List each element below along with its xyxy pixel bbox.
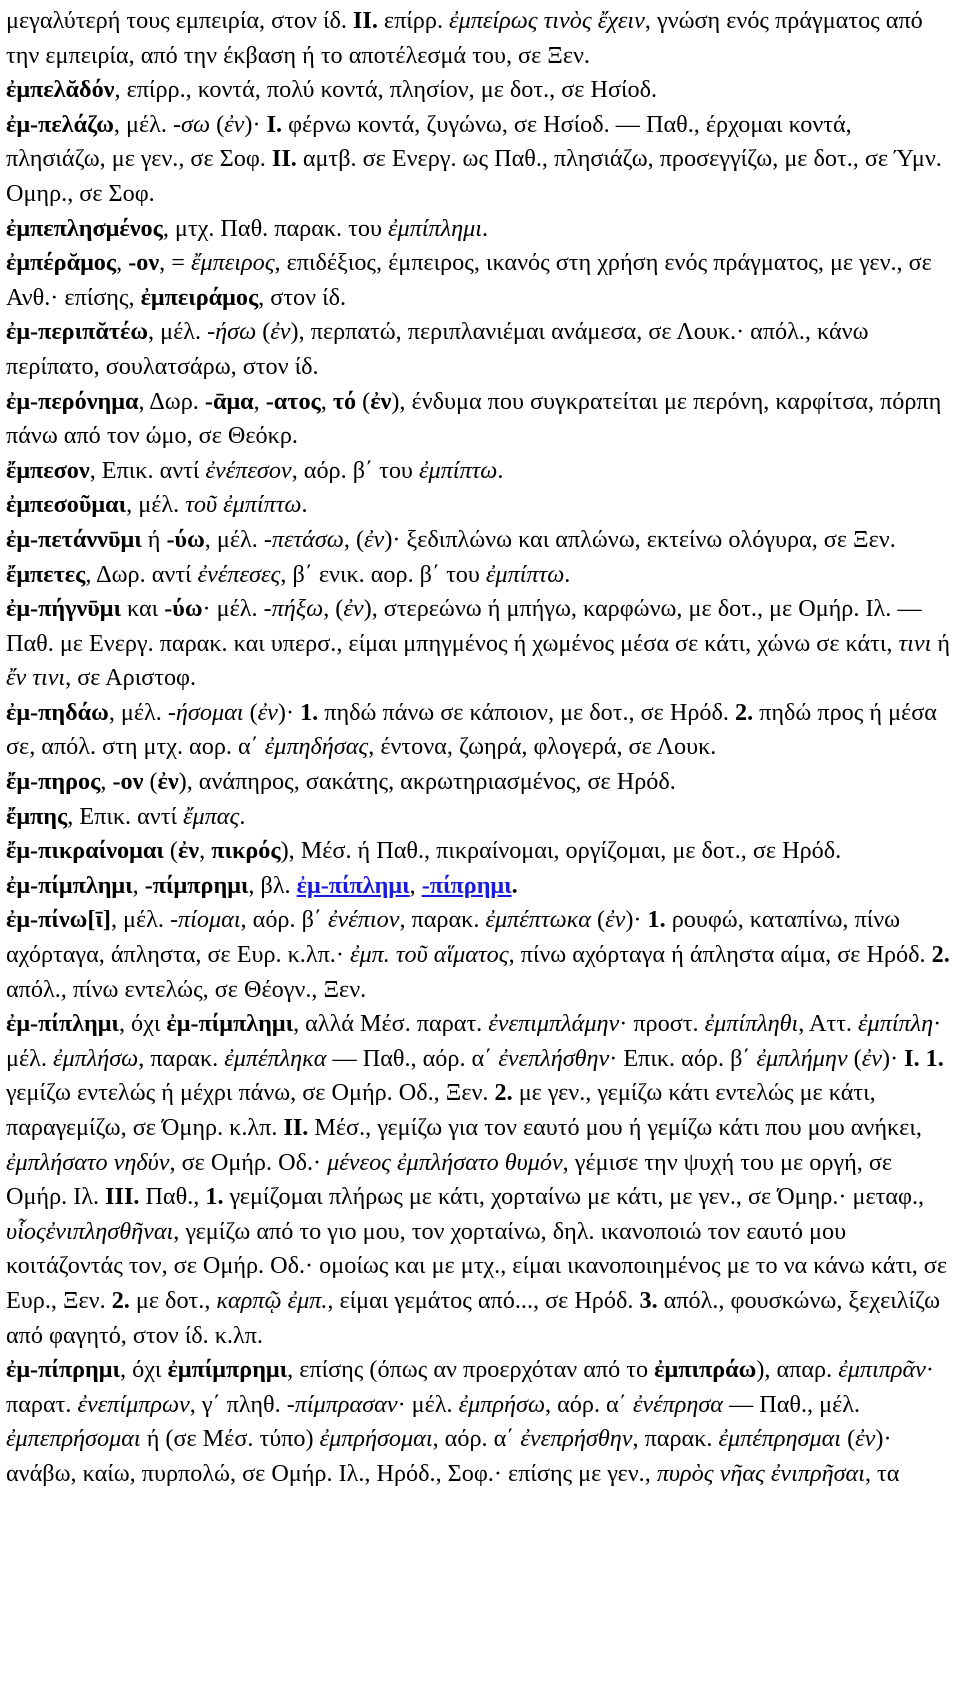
entry-bold-text: ἔμ-πηρος (6, 768, 101, 796)
dictionary-entry (6, 800, 952, 835)
entry-text: · παρατ. (6, 1356, 934, 1418)
entry-bold-text: ἐμπιπράω (654, 1356, 757, 1384)
entry-text: , β΄ ενικ. αορ. β΄ του (280, 560, 486, 588)
entry-italic-text: ἐμπίπτω (485, 560, 565, 588)
entry-text: . (497, 456, 504, 484)
dictionary-entry (6, 212, 952, 247)
entry-italic-text: ἐμπιπρᾶν (838, 1356, 926, 1384)
entry-text: , γεμίζω από το γιο μου, τον χορταίνω, δηλ. ικανοποιώ τον εαυτό μου κοιτάζοντάς τον, σε Ομήρ. Οδ.· ομοίως και με μτχ., είμαι ικανοποιημένος με το να κάνω κάτι, σε Ευρ., Ξεν. (6, 1217, 947, 1314)
entry-text: , (199, 837, 212, 865)
entry-bold-text: ἐμ-πίμπλημι (166, 1010, 294, 1038)
entry-text: ή (141, 525, 167, 553)
entry-text: )· ξεδιπλώνω και απλώνω, εκτείνω ολόγυρα, σε Ξεν. (384, 525, 896, 553)
entry-bold-text: . (511, 871, 518, 899)
entry-bold-text: -ᾱμα (204, 387, 254, 415)
entry-italic-text: ἐμπίπτω (418, 456, 498, 484)
entry-bold-text: ἔμ-πικραίνομαι (6, 837, 164, 865)
dictionary-entry (6, 558, 952, 593)
entry-bold-text: ἐμ-περιπᾰτέω (6, 318, 149, 346)
entry-italic-text: -σω (172, 110, 211, 138)
entry-italic-text: ἐμπίπλη (858, 1010, 934, 1038)
entry-bold-text: ἐμ-πίπλημι (6, 1010, 119, 1038)
entry-italic-text: ἐμπηδήσας (264, 733, 369, 761)
entry-text: , Δωρ. αντί (85, 560, 198, 588)
entry-italic-text: ἐν (855, 1425, 876, 1453)
entry-text: , (132, 871, 145, 899)
entry-text: . (301, 491, 308, 519)
entry-italic-text: ἐνέπρησα (632, 1390, 723, 1418)
entry-text: , βλ. (248, 871, 297, 899)
entry-italic-text: ἐν (257, 698, 278, 726)
entry-text: ( (847, 1044, 862, 1072)
entry-bold-text: ἐμ-πηδάω (6, 698, 109, 726)
entry-text: . (239, 802, 246, 830)
entry-text: , Επικ. αντί (89, 456, 206, 484)
entry-bold-text: 1. (300, 698, 319, 726)
entry-text: , = (159, 249, 191, 277)
entry-text: . (481, 214, 489, 242)
entry-text: ( (256, 318, 271, 346)
entry-bold-text: ἔμπης (6, 802, 68, 830)
entry-bold-text: -ύω (164, 595, 203, 623)
entry-italic-text: ἐν (605, 906, 626, 934)
entry-italic-text: -ήσομαι (167, 698, 244, 726)
dictionary-entry (6, 903, 952, 1007)
entry-text: , αλλά Μέσ. παρατ. (293, 1010, 489, 1038)
entry-bold-text: 2. (111, 1286, 130, 1314)
entry-text: ), Μέσ. ή Παθ., πικραίνομαι, οργίζομαι, με δοτ., σε Ηρόδ. (280, 837, 842, 865)
entry-italic-text: ἔμπας (183, 802, 240, 830)
entry-bold-text: ἐμ-πελάζω (6, 110, 114, 138)
entry-italic-text: -ήσω (207, 318, 257, 346)
entry-bold-text: I. 1. (904, 1044, 944, 1072)
entry-text: · Επικ. αόρ. β΄ (609, 1044, 757, 1072)
entry-text: γεμίζομαι πλήρως με κάτι, χορταίνω με κάτι, με γεν., σε Όμηρ.· μεταφ., (223, 1183, 925, 1211)
entry-italic-text: ἐμπλήμην (756, 1044, 848, 1072)
entry-bold-text: ἐν (177, 837, 200, 865)
entry-text: , σε Αριστοφ. (65, 664, 197, 692)
entry-text: , παρακ. (399, 906, 486, 934)
entry-italic-text: τοῦ ἐμπίπτω (185, 491, 302, 519)
entry-text: ), απαρ. (756, 1356, 839, 1384)
entry-bold-text: ἐμ-περόνημα (6, 387, 139, 415)
entry-italic-text: ἐμπίπληθι (704, 1010, 799, 1038)
entry-text: , μέλ. (126, 491, 186, 519)
entry-bold-text: ἐμπεσοῦμαι (6, 491, 127, 519)
entry-italic-text: -πίομαι (170, 906, 241, 934)
entry-text: , αόρ. α΄ (432, 1425, 521, 1453)
entry-text: · μέλ. (397, 1390, 459, 1418)
entry-italic-text: ἐνεπλήσθην (498, 1044, 610, 1072)
entry-text: )· ανάβω, καίω, πυρπολώ, σε Ομήρ. Ιλ., Ηρόδ., Σοφ.· επίσης με γεν., (6, 1425, 892, 1487)
entry-bold-text: II. (283, 1114, 309, 1141)
entry-text: απόλ., πίνω εντελώς, σε Θέογν., Ξεν. (6, 975, 367, 1003)
entry-text: ή (931, 629, 951, 657)
entry-italic-text: ἐνέπεσον (205, 456, 292, 484)
entry-italic-text: ἐμπεπρήσομαι (6, 1425, 141, 1453)
entry-text: ), ανάπηρος, σακάτης, ακρωτηριασμένος, σε Ηρόδ. (178, 768, 676, 796)
entry-italic-text: ἐμπρήσω (458, 1390, 546, 1418)
dictionary-entry (6, 834, 952, 869)
entry-bold-text: ἐμπειράμος (140, 283, 259, 311)
entry-text: , σε Ομήρ. Οδ.· (169, 1148, 328, 1176)
entry-text: , αόρ. β΄ του (291, 456, 419, 484)
entry-bold-text: ἐμ-πήγνῡμι (6, 595, 121, 623)
entry-text: , πίνω αχόρταγα ή άπληστα αίμα, σε Ηρόδ. (508, 941, 932, 969)
entry-text: , όχι (118, 1010, 167, 1038)
entry-text: , μέλ. (110, 906, 170, 934)
entry-text: με δοτ., (129, 1286, 217, 1314)
entry-italic-text: ἐνεπιμπλάμην (488, 1010, 620, 1038)
entry-italic-text: πυρὸς νῆας ἐνιπρῆσαι (656, 1459, 865, 1487)
cross-reference-link[interactable]: -πίπρημι (421, 871, 512, 899)
entry-text: ( (210, 110, 225, 138)
entry-italic-text: ἐνεπρήσθην (520, 1425, 633, 1453)
entry-italic-text: ἐμπέπτωκα (485, 906, 591, 934)
entry-bold-text: 2. (734, 698, 754, 726)
entry-bold-text: τό (332, 387, 357, 415)
entry-text: , Επικ. αντί (67, 802, 184, 830)
entry-text: )· (625, 906, 648, 934)
entry-text: γεμίζω εντελώς ή μέχρι πάνω, σε Ομήρ. Οδ., Ξεν. (6, 1079, 495, 1107)
entry-bold-text: 3. (639, 1286, 658, 1314)
entry-italic-text: ἐμπέπρησμαι (718, 1425, 842, 1453)
entry-text: — Παθ., αόρ. α΄ (326, 1044, 499, 1072)
entry-text: , έντονα, ζωηρά, φλογερά, σε Λουκ. (368, 733, 717, 761)
entry-bold-text: πικρός (211, 837, 281, 865)
entry-text: , μέλ. (113, 110, 173, 138)
entry-italic-text: τινι (898, 629, 932, 657)
entry-text: Μέσ., γεμίζω για τον εαυτό μου ή γεμίζω κάτι που μου ανήκει, (308, 1114, 922, 1141)
entry-text: , (116, 249, 129, 277)
entry-text: ( (163, 837, 178, 865)
entry-bold-text: II. (271, 145, 297, 173)
entry-text: · μέλ. (6, 1010, 942, 1072)
entry-text: επίρρ. (377, 7, 450, 34)
entry-bold-text: III. (105, 1183, 140, 1211)
entry-bold-text: 2. (494, 1079, 513, 1107)
dictionary-entry (6, 385, 952, 454)
entry-text: ), ένδυμα που συγκρατείται με περόνη, καρφίτσα, πόρπη πάνω από τον ώμο, σε Θεόκρ. (6, 387, 942, 450)
entry-bold-text: ἔμπεσον (6, 456, 90, 484)
entry-text: , μέλ. (204, 525, 264, 553)
entry-text: — Παθ., μέλ. (723, 1390, 861, 1418)
entry-text: , στον ίδ. (258, 283, 347, 311)
entry-bold-text: ἐμ-πίνω[ῑ] (6, 906, 111, 934)
entry-text: ( (590, 906, 606, 934)
entry-italic-text: -πετάσω (263, 525, 344, 553)
entry-bold-text: -ον (128, 249, 160, 277)
dictionary-entry (6, 108, 952, 212)
entry-text: ρουφώ, καταπίνω, πίνω αχόρταγα, άπληστα, σε Ευρ. κ.λπ.· (6, 906, 901, 969)
entry-text: , μέλ. (148, 318, 208, 346)
entry-italic-text: ἐμπέπληκα (224, 1044, 327, 1072)
entry-text: , παρακ. (138, 1044, 225, 1072)
entry-text: · μέλ. (202, 595, 264, 623)
entry-bold-text: ἐν (157, 768, 179, 796)
entry-text: πηδώ προς ή μέσα σε, απόλ. στη μτχ. αορ. α΄ (6, 698, 937, 761)
entry-bold-text: ἐμ-πίμπλημι (6, 871, 133, 899)
entry-text: , (320, 387, 333, 415)
entry-italic-text: ἐμπ. τοῦ αἵματος (349, 941, 509, 969)
entry-text: , (409, 871, 422, 899)
entry-italic-text: ἐμπίπλημι (388, 214, 482, 242)
entry-italic-text: ἔμπειρος (190, 249, 275, 277)
dictionary-entry (6, 696, 952, 765)
entry-italic-text: ἐν (861, 1044, 883, 1072)
entry-bold-text: II. (353, 7, 378, 34)
entry-italic-text: ἐν (364, 525, 385, 553)
dictionary-entry (6, 592, 952, 696)
entry-bold-text: -ον (112, 768, 144, 796)
entry-text: Παθ., (139, 1183, 206, 1211)
entry-text: ), περπατώ, περιπλανιέμαι ανάμεσα, σε Λουκ.· απόλ., κάνω περίπατο, σουλατσάρω, στον ίδ. (6, 318, 869, 380)
dictionary-entry (6, 454, 952, 489)
entry-text: ή (σε Μέσ. τύπο) (140, 1425, 320, 1453)
entry-bold-text: -ατος (265, 387, 321, 415)
dictionary-entry (6, 488, 952, 523)
entry-text: , αόρ. α΄ (545, 1390, 633, 1418)
entry-italic-text: ἐν (224, 110, 245, 138)
dictionary-entry (6, 1007, 952, 1353)
entry-text: φέρνω κοντά, ζυγώνω, σε Ησίοδ. — Παθ., έρχομαι κοντά, πλησιάζω, με γεν., σε Σοφ. (6, 110, 852, 173)
entry-bold-text: ἐμπελᾰδόν (6, 76, 115, 104)
entry-italic-text: ἐμπείρως τινὸς ἔχειν (449, 7, 645, 34)
entry-text: μεγαλύτερή τους εμπειρία, στον ίδ. (6, 7, 353, 34)
entry-text: , μέλ. (108, 698, 168, 726)
entry-italic-text: -πίμπρασαν (286, 1390, 398, 1418)
entry-text: , μτχ. Παθ. παρακ. του (162, 214, 388, 242)
entry-italic-text: ἐνέπιον (327, 906, 400, 934)
entry-text: , τα (864, 1459, 900, 1487)
entry-text: ( (356, 387, 371, 415)
entry-italic-text: μένεος ἐμπλήσατο θυμόν (327, 1148, 563, 1176)
entry-bold-text: 1. (647, 906, 666, 934)
entry-text: , γνώση ενός πράγματος από την εμπειρία, από την έκβαση ή το αποτέλεσμά του, σε Ξεν. (6, 7, 923, 69)
entry-text: , γ΄ πληθ. (189, 1390, 287, 1418)
entry-text: , παρακ. (632, 1425, 719, 1453)
entry-bold-text: ἐμπέρᾰμος (6, 249, 117, 277)
entry-bold-text: -ύω (166, 525, 205, 553)
entry-italic-text: ἐν (270, 318, 291, 346)
entry-italic-text: ἐμπρήσομαι (319, 1425, 433, 1453)
dictionary-entry (6, 869, 952, 904)
entry-bold-text: ἐμπίμπρημι (167, 1356, 288, 1384)
entry-italic-text: ἐνέπεσες (197, 560, 281, 588)
entry-text: ( (243, 698, 258, 726)
entry-italic-text: ἐν (343, 595, 364, 623)
entry-text: , γέμισε την ψυχή του με οργή, σε Ομήρ. Ιλ. (6, 1148, 893, 1211)
entry-text: . (564, 560, 571, 588)
dictionary-entry (6, 315, 952, 384)
dictionary-entry (6, 1353, 952, 1491)
entry-italic-text: υἷοςἐνιπλησθῆναι (6, 1217, 174, 1245)
cross-reference-link[interactable]: ἐμ-πίπλημι (296, 871, 410, 899)
entry-bold-text: ἐν (370, 387, 392, 415)
entry-text: )· (882, 1044, 905, 1072)
entry-text: ), στερεώνω ή μπήγω, καρφώνω, με δοτ., με Ομήρ. Ιλ. — Παθ. με Ενεργ. παρακ. και υπερσ., είμαι μπηγμένος ή χωμένος μέσα σε κάτι, χώνω σε κάτι, (6, 595, 922, 657)
entry-text: με γεν., γεμίζω κάτι εντελώς με κάτι, παραγεμίζω, σε Όμηρ. κ.λπ. (6, 1079, 876, 1141)
entry-text: , επίσης (όπως αν προερχόταν από το (287, 1356, 655, 1384)
entry-text: , ( (343, 525, 365, 553)
entry-bold-text: 1. (205, 1183, 224, 1211)
entry-text: , (100, 768, 113, 796)
entry-text: )· (277, 698, 301, 726)
entry-bold-text: 2. (931, 941, 950, 969)
entry-text: , επιδέξιος, έμπειρος, ικανός στη χρήση ενός πράγματος, με γεν., σε Ανθ.· επίσης, (6, 249, 932, 311)
entry-text: )· (244, 110, 267, 138)
entry-italic-text: καρπῷ ἐμπ. (216, 1286, 328, 1314)
entry-text: , επίρρ., κοντά, πολύ κοντά, πλησίον, με δοτ., σε Ησίοδ. (114, 76, 658, 104)
entry-text: αμτβ. σε Ενεργ. ως Παθ., πλησιάζω, προσεγγίζω, με δοτ., σε Ύμν. Ομηρ., σε Σοφ. (6, 145, 942, 207)
entry-italic-text: ἐμπλήσατο νηδύν (6, 1148, 170, 1176)
entry-text: , (253, 387, 266, 415)
entry-text: , αόρ. β΄ (240, 906, 328, 934)
dictionary-entry (6, 4, 952, 73)
entry-text: , Αττ. (798, 1010, 859, 1038)
entry-italic-text: -πήξω (263, 595, 324, 623)
entry-text: ( (143, 768, 158, 796)
entry-bold-text: ἔμπετες (6, 560, 86, 588)
dictionary-entry (6, 765, 952, 800)
entry-italic-text: ἐμπλήσω (52, 1044, 139, 1072)
entry-bold-text: I. (266, 110, 283, 138)
entry-text: και (120, 595, 165, 623)
entry-text: πηδώ πάνω σε κάποιον, με δοτ., σε Ηρόδ. (318, 698, 735, 726)
entry-text: απόλ., φουσκώνω, ξεχειλίζω από φαγητό, στον ίδ. κ.λπ. (6, 1286, 941, 1349)
entry-bold-text: -πίμπρημι (144, 871, 249, 899)
entry-text: , είμαι γεμάτος από..., σε Ηρόδ. (327, 1286, 640, 1314)
entry-text: · προστ. (619, 1010, 705, 1038)
entry-bold-text: ἐμ-πίπρημι (6, 1356, 120, 1384)
entry-italic-text: ἐνεπίμπρων (77, 1390, 190, 1418)
dictionary-entry (6, 523, 952, 558)
entry-text: ( (841, 1425, 856, 1453)
entry-bold-text: ἐμπεπλησμένος (6, 214, 163, 242)
entry-bold-text: ἐμ-πετάννῡμι (6, 525, 142, 553)
dictionary-entry (6, 73, 952, 108)
entry-text: , Δωρ. (138, 387, 205, 415)
entry-italic-text: ἔν τινι (6, 664, 66, 692)
entry-text: , όχι (120, 1356, 168, 1384)
dictionary-entry (6, 246, 952, 315)
entry-text: , ( (323, 595, 344, 623)
